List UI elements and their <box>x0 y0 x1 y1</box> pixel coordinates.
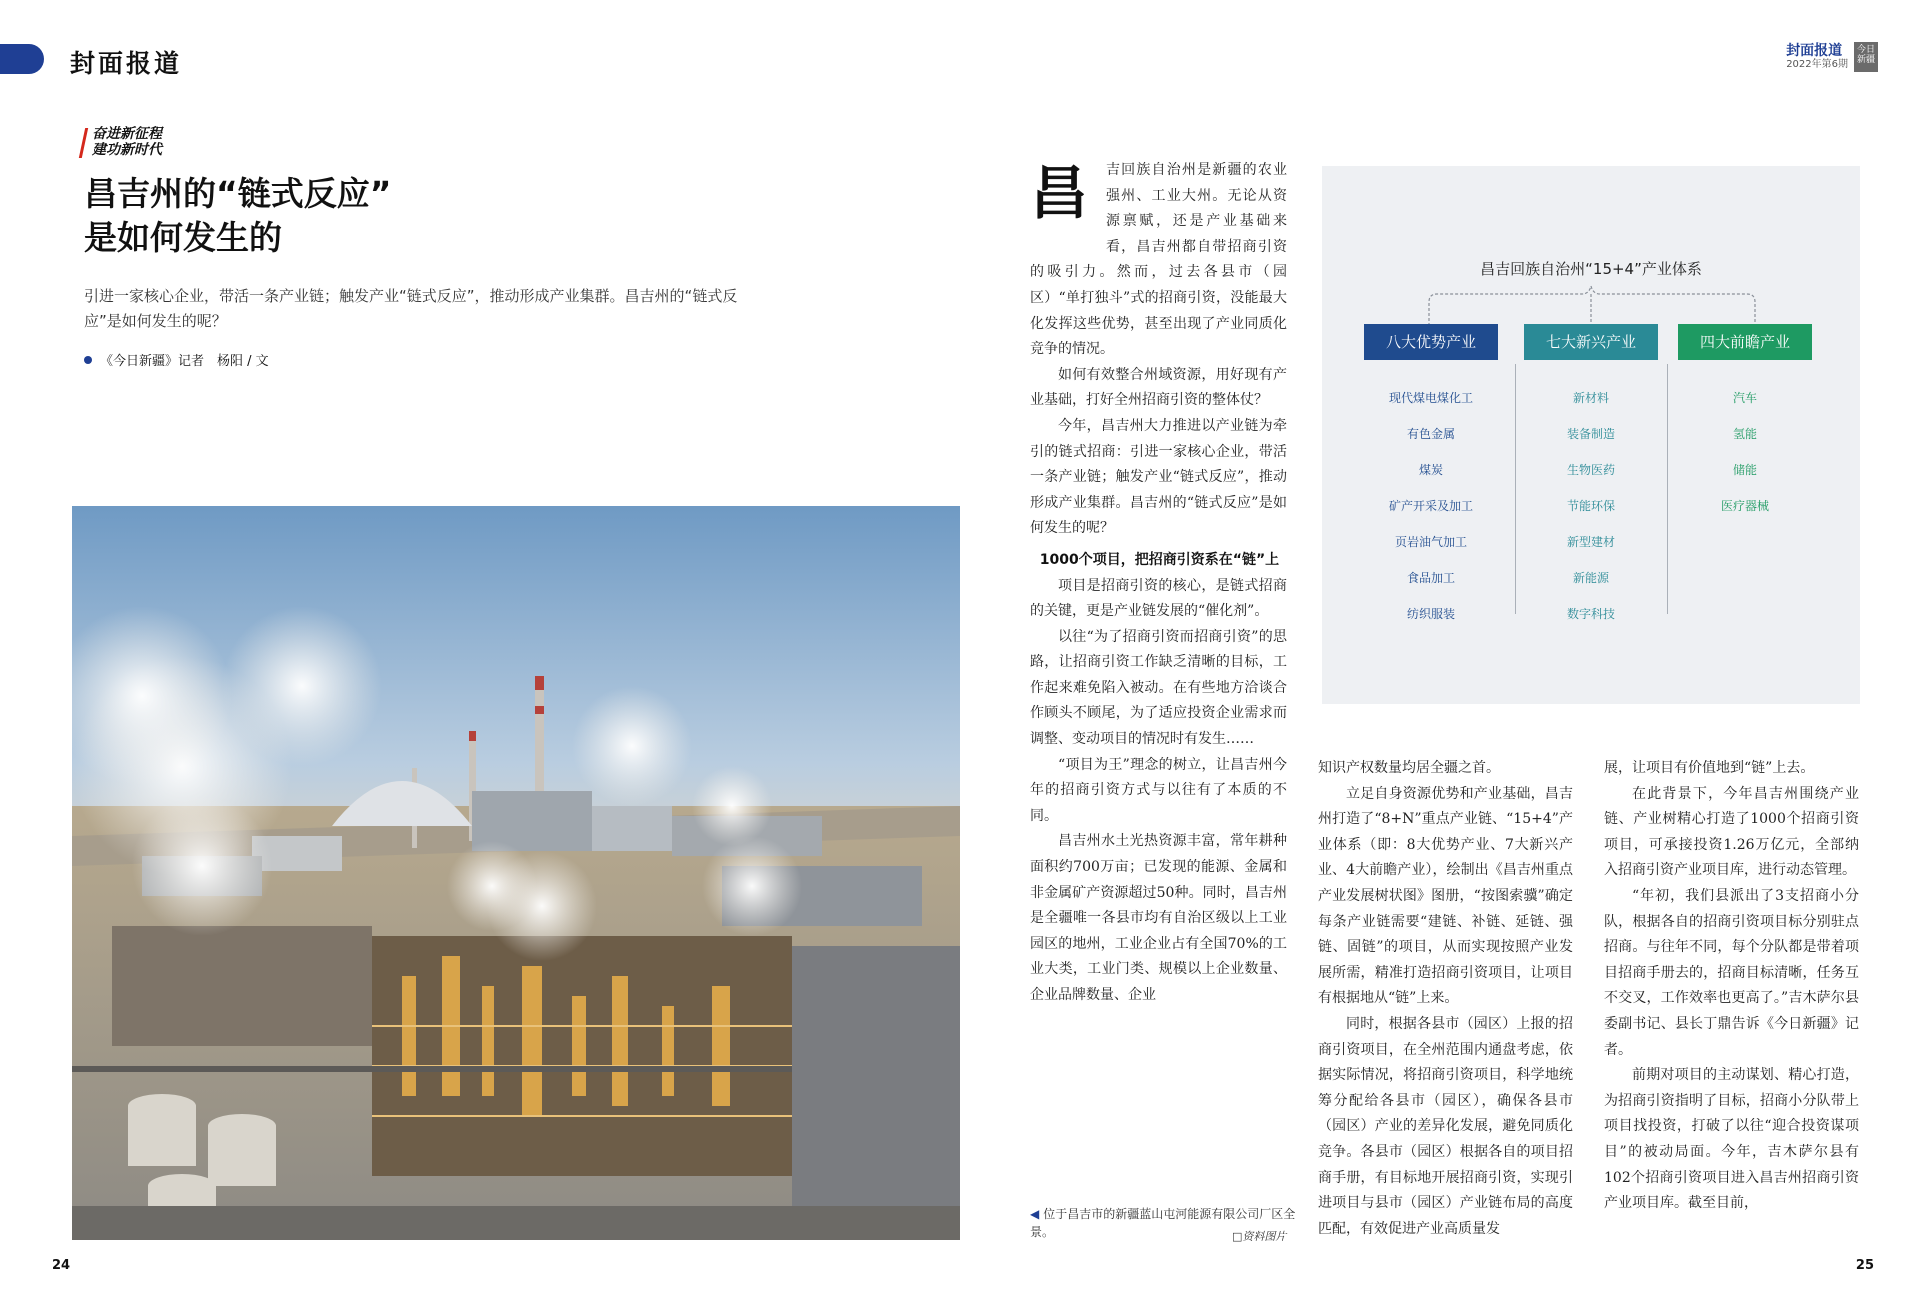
industry-item: 数字科技 <box>1566 607 1615 621</box>
paragraph: 展，让项目有价值地到“链”上去。 <box>1604 760 1815 776</box>
paragraph: 同时，根据各县市（园区）上报的招商引资项目，在全州范围内通盘考虑，依据实际情况，将招商引资项目，科学地统筹分配给各县市（园区），确保各县市（园区）产业的差异化发展，避免同质化竞争。各县市（园区）根据各自的项目招商手册，有目标地开展招商引资，实现引进项目与县市（园区）产业链布局的高度匹配，有效促进产业高质量发 <box>1318 1015 1573 1237</box>
paragraph: 昌吉州水土光热资源丰富，常年耕种面积约700万亩；已发现的能源、金属和非金属矿产资源超过50种。同时，昌吉州是全疆唯一各县市均有自治区级以上工业园区的地州，工业企业占有全国70%的工业大类，工业门类、规模以上企业数量、企业品牌数量、企业 <box>1030 833 1287 1003</box>
industry-column-head: 四大前瞻产业 <box>1678 324 1812 360</box>
industry-column-head: 七大新兴产业 <box>1524 324 1658 360</box>
industry-item: 现代煤电煤化工 <box>1388 391 1473 405</box>
industry-column-head: 八大优势产业 <box>1364 324 1498 360</box>
paragraph: “年初，我们县派出了3支招商小分队，根据各自的招商引资项目标分别驻点招商。与往年不同，每个分队都是带着项目招商手册去的，招商目标清晰，任务互不交叉，工作效率也更高了。”吉木萨尔县委副书记、县长丁鼎告诉《今日新疆》记者。 <box>1604 887 1859 1058</box>
paragraph: 吉回族自治州是新疆的农业强州、工业大州。无论从资源禀赋，还是产业基础来看，昌吉州都自带招商引资的吸引力。然而，过去各县市（园区）“单打独斗”式的招商引资，没能最大化发挥这些优势，甚至出现了产业同质化竞争的情况。 <box>1030 162 1287 358</box>
paragraph: 以往“为了招商引资而招商引资”的思路，让招商引资工作缺乏清晰的目标，工作起来难免陷入被动。在有些地方洽谈合作顾头不顾尾，为了适应投资企业需求而调整、变动项目的情况时有发生…… <box>1030 628 1287 748</box>
industry-item: 节能环保 <box>1566 499 1615 513</box>
infographic-title: 昌吉回族自治州“15+4”产业体系 <box>1480 260 1702 278</box>
industry-item: 汽车 <box>1732 391 1757 405</box>
paragraph: 如何有效整合州域资源，用好现有产业基础，打好全州招商引资的整体仗？ <box>1030 366 1287 409</box>
byline-text: 《今日新疆》记者 杨阳 / 文 <box>100 354 269 369</box>
industrial-plant-photo <box>72 506 960 1240</box>
column-divider <box>1667 364 1668 614</box>
byline <box>84 350 269 369</box>
industry-system-infographic <box>1322 166 1860 704</box>
industry-item: 生物医药 <box>1566 463 1615 477</box>
paragraph: 知识产权数量均居全疆之首。 <box>1318 760 1500 776</box>
industry-item: 医疗器械 <box>1720 499 1769 513</box>
magazine-section-name: 封面报道 <box>1786 43 1843 59</box>
headline-line-1: 昌吉州的“链式反应” <box>84 174 392 213</box>
infographic-bracket <box>1322 166 1860 336</box>
paragraph: 项目是招商引资的核心，是链式招商的关键，更是产业链发展的“催化剂”。 <box>1030 577 1287 620</box>
section-title: 封面报道 <box>70 49 183 78</box>
paragraph: 今年，昌吉州大力推进以产业链为牵引的链式招商：引进一家核心企业，带活一条产业链；触发产业“链式反应”，推动形成产业集群。昌吉州的“链式反应”是如何发生的呢？ <box>1030 417 1287 537</box>
industry-column-emerging <box>1524 324 1658 632</box>
article-headline <box>84 172 684 260</box>
page-number-left: 24 <box>52 1258 71 1273</box>
industry-item: 氢能 <box>1732 427 1757 441</box>
paragraph: 在此背景下，今年昌吉州围绕产业链、产业树精心打造了1000个招商引资项目，可承接投资1.26万亿元，全部纳入招商引资产业项目库，进行动态管理。 <box>1604 785 1859 879</box>
industry-item: 页岩油气加工 <box>1394 535 1467 549</box>
industry-item: 纺织服装 <box>1406 607 1455 621</box>
magazine-masthead <box>1786 42 1878 72</box>
magazine-logo: 今日新疆 <box>1854 42 1878 72</box>
kicker-line-1: 奋进新征程 <box>92 126 162 142</box>
industry-item: 新材料 <box>1572 391 1609 405</box>
article-lede: 引进一家核心企业，带活一条产业链；触发产业“链式反应”，推动形成产业集群。昌吉州的“链式反应”是如何发生的呢？ <box>84 287 738 330</box>
kicker-accent-bar <box>79 128 88 158</box>
issue-number: 2022年第6期 <box>1786 59 1848 70</box>
industry-item: 食品加工 <box>1406 571 1455 585</box>
industry-column-prospective <box>1678 324 1812 524</box>
headline-line-2: 是如何发生的 <box>84 218 282 257</box>
paragraph: 立足自身资源优势和产业基础，昌吉州打造了“8+N”重点产业链、“15+4”产业体系（即：8大优势产业、7大新兴产业、4大前瞻产业），绘制出《昌吉州重点产业发展树状图》图册，“按图索骥”确定每条产业链需要“建链、补链、延链、强链、固链”的项目，从而实现按照产业发展所需，精准打造招商引资项目，让项目有根据地从“链”上来。 <box>1318 785 1573 1007</box>
paragraph: “项目为王”理念的树立，让昌吉州今年的招商引资方式与以往有了本质的不同。 <box>1030 756 1287 824</box>
masthead-text <box>1786 43 1848 71</box>
industry-item: 装备制造 <box>1566 427 1615 441</box>
section-tab-marker <box>0 44 44 74</box>
industry-column-advantage <box>1364 324 1498 632</box>
drop-cap: 昌 <box>1030 159 1089 227</box>
section-subhead: 1000个项目，把招商引资系在“链”上 <box>1039 551 1280 568</box>
drop-cap-spacer <box>1030 158 1106 238</box>
caption-text: 位于昌吉市的新疆蓝山屯河能源有限公司厂区全景。 <box>1030 1207 1296 1239</box>
paragraph: 前期对项目的主动谋划、精心打造，为招商引资指明了目标，招商小分队带上项目找投资，打破了以往“迎合投资谋项目”的被动局面。今年，吉木萨尔县有102个招商引资项目进入昌吉州招商引资产业项目库。截至目前， <box>1604 1067 1859 1212</box>
industry-item: 新能源 <box>1572 571 1609 585</box>
photo-credit: □资料图片 <box>1232 1230 1287 1243</box>
byline-dot-icon <box>84 356 92 364</box>
caption-arrow-icon: ◀ <box>1030 1207 1040 1221</box>
body-column-3 <box>1604 756 1859 1217</box>
industry-item: 储能 <box>1732 463 1757 477</box>
body-column-2 <box>1318 756 1573 1242</box>
industry-item: 矿产开采及加工 <box>1388 499 1473 513</box>
kicker <box>92 126 162 158</box>
body-column-1 <box>1030 158 1287 1009</box>
industry-item: 煤炭 <box>1418 463 1443 477</box>
page-number-right: 25 <box>1855 1258 1874 1273</box>
industry-item: 新型建材 <box>1566 535 1615 549</box>
industry-item: 有色金属 <box>1406 427 1455 441</box>
column-divider <box>1515 364 1516 614</box>
kicker-line-2: 建功新时代 <box>92 142 162 158</box>
